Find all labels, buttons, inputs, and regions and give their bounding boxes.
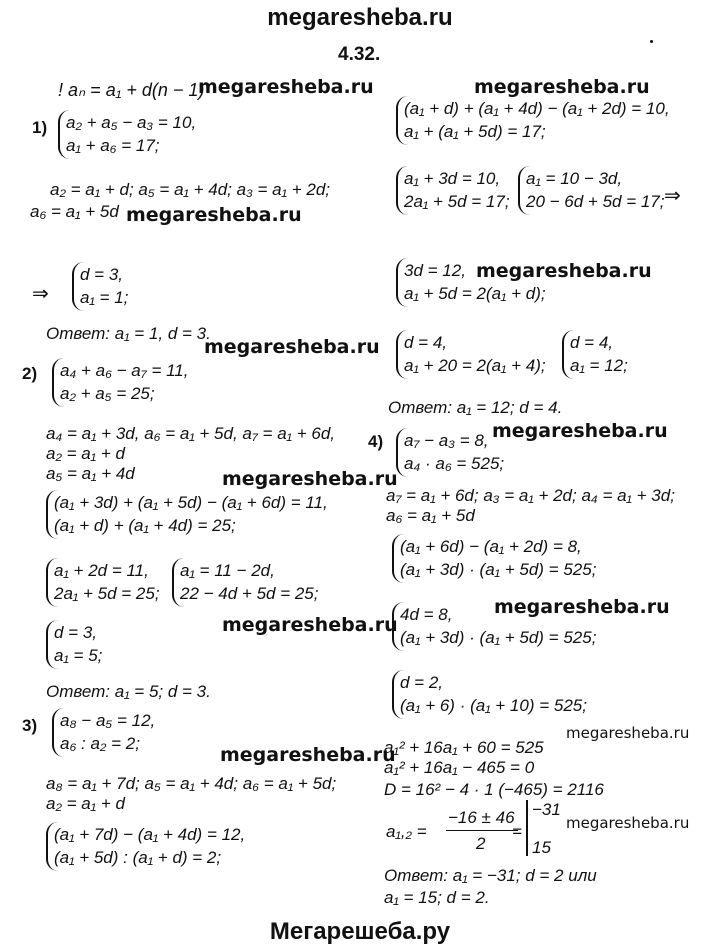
equation: a₆ : a₂ = 2;	[60, 734, 140, 753]
root-value: 15	[532, 838, 551, 857]
p1-substitution: a₆ = a₁ + 5d	[30, 202, 119, 221]
equation: a₇ − a₃ = 8,	[404, 431, 489, 450]
equation: d = 4,	[570, 333, 614, 352]
equation: a₁ + (a₁ + 5d) = 17;	[404, 122, 546, 141]
equation: a₁ + a₆ = 17;	[66, 136, 160, 155]
watermark: megaresheba.ru	[494, 596, 670, 618]
equation: a₄ + a₆ − a₇ = 11,	[60, 361, 189, 380]
roots-bar	[526, 800, 528, 856]
roots-numerator: −16 ± 46	[448, 808, 515, 827]
equation: 3d = 12,	[404, 261, 466, 280]
equation: d = 4,	[404, 333, 448, 352]
equation: a₁ = 12;	[570, 356, 628, 375]
p2-substitution: a₂ = a₁ + d	[46, 444, 125, 463]
problem-2-label: 2)	[22, 364, 38, 383]
watermark: megaresheba.ru	[204, 336, 380, 358]
equation: a₁ + 20 = 2(a₁ + 4);	[404, 356, 546, 375]
p3-result-system	[562, 330, 628, 379]
p3-system-step	[396, 258, 546, 307]
p4-equation: a₁² + 16a₁ + 60 = 525	[384, 738, 544, 757]
equation: 2a₁ + 5d = 25;	[54, 584, 160, 603]
p4-answer: Ответ: a₁ = −31; d = 2 или	[384, 866, 597, 885]
p1-system	[58, 110, 196, 159]
equation: (a₁ + 3d) · (a₁ + 5d) = 525;	[400, 560, 597, 579]
watermark: megaresheba.ru	[222, 614, 398, 636]
watermark: megaresheba.ru	[476, 260, 652, 282]
equation: a₁ + 3d = 10,	[404, 169, 501, 188]
equation: (a₁ + 6) · (a₁ + 10) = 525;	[400, 696, 587, 715]
equation: a₁ = 11 − 2d,	[180, 561, 275, 580]
p3-answer: Ответ: a₁ = 12; d = 4.	[388, 398, 563, 417]
equation: (a₁ + 7d) − (a₁ + 4d) = 12,	[54, 825, 246, 844]
equation: a₁ + 5d = 2(a₁ + d);	[404, 284, 546, 303]
equation: (a₁ + 5d) : (a₁ + d) = 2;	[54, 848, 222, 867]
equation: d = 3,	[80, 265, 124, 284]
roots-equals: =	[512, 822, 522, 841]
p3-system	[52, 708, 155, 757]
equation: 22 − 4d + 5d = 25;	[180, 584, 319, 603]
p4-substitution: a₇ = a₁ + 6d; a₃ = a₁ + 2d; a₄ = a₁ + 3d;	[386, 486, 675, 505]
root-value: −31	[532, 800, 561, 819]
fraction-bar	[446, 830, 518, 831]
p2-answer: Ответ: a₁ = 5; d = 3.	[46, 682, 211, 701]
p3-system-solved	[518, 166, 664, 215]
equation: 2a₁ + 5d = 17;	[404, 192, 510, 211]
equation: 4d = 8,	[400, 605, 453, 624]
p4-substitution: a₆ = a₁ + 5d	[386, 506, 475, 525]
p1-result-system	[72, 262, 128, 311]
implies-arrow: ⇒	[32, 283, 49, 305]
problem-3-label: 3)	[22, 716, 38, 735]
p3-system-step	[396, 330, 546, 379]
p2-substitution: a₅ = a₁ + 4d	[46, 464, 135, 483]
equation: a₁ = 10 − 3d,	[526, 169, 623, 188]
equation: a₂ + a₅ = 25;	[60, 384, 155, 403]
equation: a₁ = 1;	[80, 288, 129, 307]
p1-answer: Ответ: a₁ = 1, d = 3.	[46, 324, 211, 343]
p3-system-expanded	[46, 822, 245, 871]
p1-substitution: a₂ = a₁ + d; a₅ = a₁ + 4d; a₃ = a₁ + 2d;	[50, 180, 331, 199]
p3-substitution: a₂ = a₁ + d	[46, 794, 125, 813]
equation: a₈ − a₅ = 12,	[60, 711, 156, 730]
watermark: megaresheba.ru	[492, 420, 668, 442]
equation: 20 − 6d + 5d = 17;	[526, 192, 665, 211]
problem-number: 4.32.	[338, 44, 381, 65]
p4-system	[396, 428, 504, 477]
p2-system-simplified	[46, 558, 160, 607]
p3-system-expanded-cont	[396, 96, 670, 145]
equation: a₁ = 5;	[54, 646, 103, 665]
equation: a₄ · a₆ = 525;	[404, 454, 505, 473]
watermark: megaresheba.ru	[222, 468, 398, 490]
p4-answer-cont: a₁ = 15; d = 2.	[384, 888, 490, 907]
equation: a₂ + a₅ − a₃ = 10,	[66, 113, 197, 132]
equation: a₁ + 2d = 11,	[54, 561, 149, 580]
equation: (a₁ + d) + (a₁ + 4d) − (a₁ + 2d) = 10,	[404, 99, 670, 118]
p2-system-expanded	[46, 490, 328, 539]
watermark: megaresheba.ru	[566, 814, 690, 832]
p4-system-step	[392, 670, 587, 719]
p4-equation: a₁² + 16a₁ − 465 = 0	[384, 758, 535, 777]
watermark: megaresheba.ru	[474, 76, 650, 98]
equation: d = 3,	[54, 623, 98, 642]
p2-system	[52, 358, 188, 407]
p4-system-step	[392, 602, 596, 651]
p2-system-solved	[172, 558, 318, 607]
p2-result-system	[46, 620, 102, 669]
equation: (a₁ + 6d) − (a₁ + 2d) = 8,	[400, 537, 582, 556]
p3-system-simplified	[396, 166, 510, 215]
p3-substitution: a₈ = a₁ + 7d; a₅ = a₁ + 4d; a₆ = a₁ + 5d;	[46, 774, 337, 793]
p4-discriminant: D = 16² − 4 · 1 (−465) = 2116	[384, 780, 604, 799]
p4-system-expanded	[392, 534, 596, 583]
equation: (a₁ + 3d) · (a₁ + 5d) = 525;	[400, 628, 597, 647]
site-footer: Мегарешеба.ру	[269, 918, 451, 945]
watermark: megaresheba.ru	[220, 744, 396, 766]
problem-1-label: 1)	[32, 118, 48, 137]
watermark: megaresheba.ru	[198, 76, 374, 98]
equation: (a₁ + d) + (a₁ + 4d) = 25;	[54, 516, 236, 535]
general-formula: ! aₙ = a₁ + d(n − 1)	[58, 80, 205, 100]
roots-denominator: 2	[476, 834, 486, 853]
implies-arrow: ⇒	[664, 185, 681, 207]
site-header: megaresheba.ru	[267, 4, 453, 31]
watermark: megaresheba.ru	[126, 204, 302, 226]
problem-4-label: 4)	[368, 432, 384, 451]
equation: d = 2,	[400, 673, 444, 692]
watermark: megaresheba.ru	[566, 724, 690, 742]
p2-substitution: a₄ = a₁ + 3d, a₆ = a₁ + 5d, a₇ = a₁ + 6d,	[46, 424, 336, 443]
roots-lhs: a₁,₂ =	[386, 822, 427, 841]
equation: (a₁ + 3d) + (a₁ + 5d) − (a₁ + 6d) = 11,	[54, 493, 328, 512]
stray-dot	[650, 40, 653, 43]
